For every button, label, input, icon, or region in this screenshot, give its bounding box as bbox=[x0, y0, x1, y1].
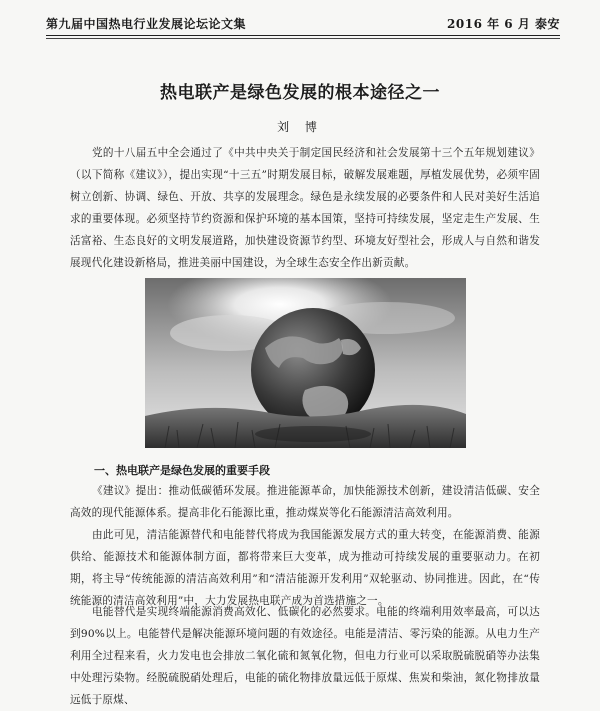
section1-paragraph-2: 由此可见，清洁能源替代和电能替代将成为我国能源发展方式的重大转变，在能源消费、能源供给、能源技术和能源体制方面，都将带来巨大变革，成为推动可持续发展的重要驱动力。在初期，将主导“传统能源的清洁高效利用”和“清洁能源开发利用”双轮驱动、协同推进。因此，在“传统能源的清洁高效利用”中，大力发展热电联产成为首选措施之一。 bbox=[70, 529, 540, 607]
running-header bbox=[46, 15, 560, 35]
header-journal-title: 第九届中国热电行业发展论坛论文集 bbox=[46, 17, 247, 31]
header-rule bbox=[46, 35, 560, 36]
intro-paragraph: 党的十八届五中全会通过了《中共中央关于制定国民经济和社会发展第十三个五年规划建议》（以下简称《建议》），提出实现“十三五”时期发展目标，破解发展难题，厚植发展优势，必须牢固树立创新、协调、绿色、开放、共享的发展理念。绿色是永续发展的必要条件和人民对美好生活追求的重要体现。必须坚持节约资源和保护环境的基本国策，坚持可持续发展，坚定走生产发展、生活富裕、生态良好的文明发展道路，加快建设资源节约型、环境友好型社会，形成人与自然和谐发展现代化建设新格局，推进美丽中国建设，为全球生态安全作出新贡献。 bbox=[70, 147, 540, 269]
section-heading: 一、热电联产是绿色发展的重要手段 bbox=[94, 464, 270, 477]
header-rule-thin bbox=[46, 38, 560, 39]
green-globe-image bbox=[145, 278, 466, 448]
article-author: 刘 博 bbox=[277, 120, 323, 134]
section1-paragraph-1: 《建议》提出：推动低碳循环发展。推进能源革命，加快能源技术创新，建设清洁低碳、安全高效的现代能源体系。提高非化石能源比重，推动煤炭等化石能源清洁高效利用。 bbox=[70, 485, 540, 519]
header-date-location: 2016 年 6 月 泰安 bbox=[447, 17, 560, 31]
section1-paragraph-3: 电能替代是实现终端能源消费高效化、低碳化的必然要求。电能的终端利用效率最高，可以达到90%以上。电能替代是解决能源环境问题的有效途径。电能是清洁、零污染的能源。从电力生产利用全过程来看，火力发电也会排放二氧化硫和氮氧化物，但电力行业可以采取脱硫脱硝等办法集中处理污染物。经脱硫脱硝处理后，电能的硫化物排放量远低于原煤、焦炭和柴油，氮化物排放量远低于原煤、 bbox=[70, 606, 540, 706]
globe-illustration bbox=[145, 278, 466, 448]
article-title: 热电联产是绿色发展的根本途径之一 bbox=[160, 83, 440, 103]
